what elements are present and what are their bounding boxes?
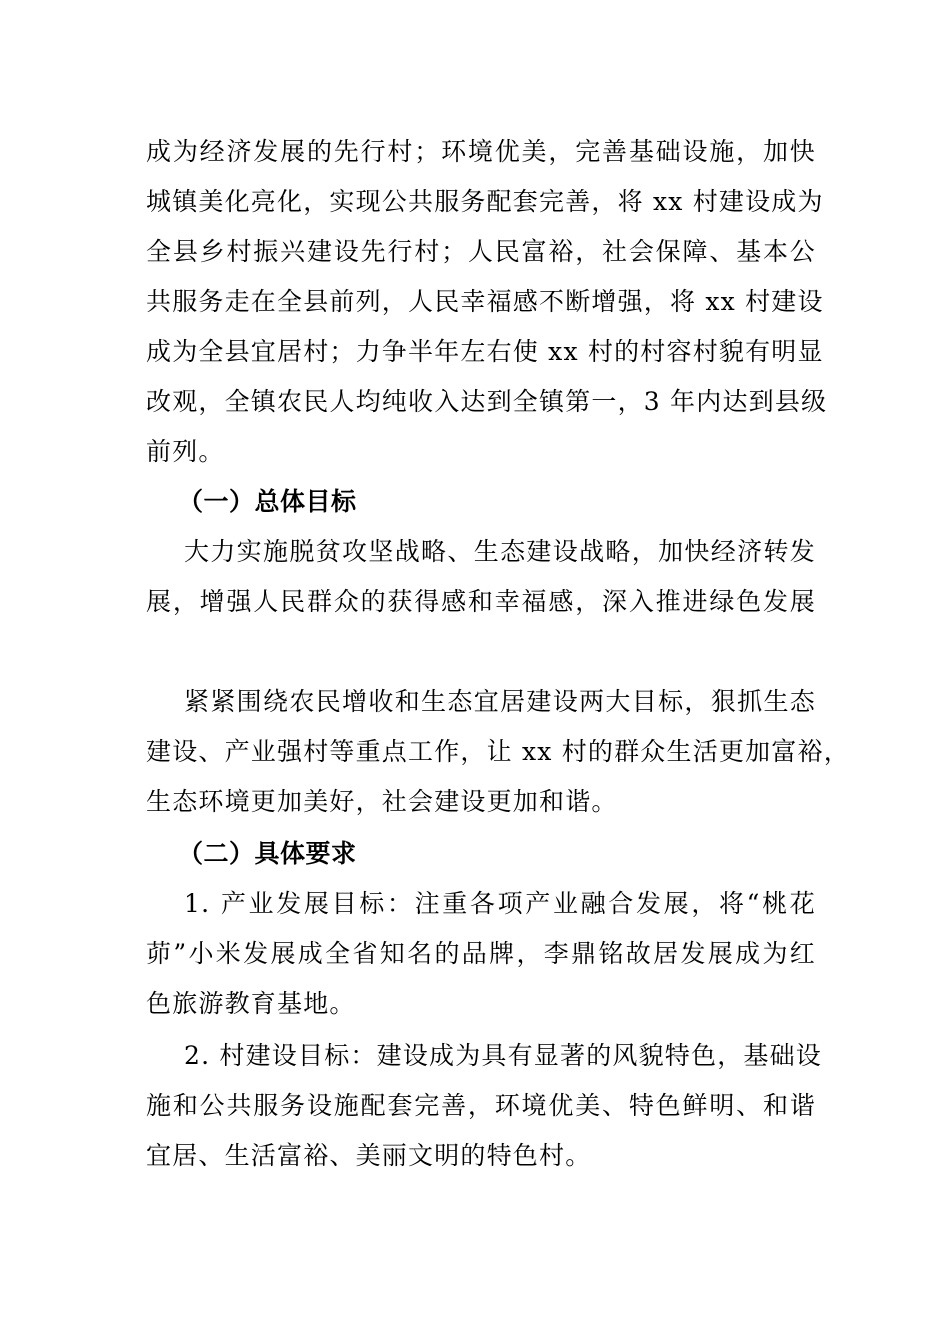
section-heading-specific-requirements: （二）具体要求 [178, 839, 357, 868]
paragraph-line: 城镇美化亮化，实现公共服务配套完善，将 xx 村建设成为 [146, 187, 824, 216]
paragraph-line: 色旅游教育基地。 [146, 989, 356, 1018]
paragraph-line: 大力实施脱贫攻坚战略、生态建设战略，加快经济转发 [184, 537, 816, 566]
paragraph-line: 宜居、生活富裕、美丽文明的特色村。 [146, 1141, 592, 1170]
paragraph-line: 共服务走在全县前列，人民幸福感不断增强，将 xx 村建设 [146, 287, 824, 316]
paragraph-line: 茆”小米发展成全省知名的品牌，李鼎铭故居发展成为红 [146, 939, 816, 968]
paragraph-line: 前列。 [146, 437, 225, 466]
paragraph-line: 2. 村建设目标：建设成为具有显著的风貌特色，基础设 [184, 1041, 823, 1070]
paragraph-line: 生态环境更加美好，社会建设更加和谐。 [146, 787, 618, 816]
paragraph-line: 1. 产业发展目标：注重各项产业融合发展，将“桃花 [184, 889, 816, 918]
section-heading-overall-goal: （一）总体目标 [178, 487, 357, 516]
paragraph-line: 改观，全镇农民人均纯收入达到全镇第一，3 年内达到县级 [146, 387, 828, 416]
paragraph-line: 展，增强人民群众的获得感和幸福感，深入推进绿色发展 [146, 587, 816, 616]
paragraph-line: 成为经济发展的先行村；环境优美，完善基础设施，加快 [146, 137, 816, 166]
paragraph-line: 施和公共服务设施配套完善，环境优美、特色鲜明、和谐 [146, 1091, 816, 1120]
paragraph-line: 建设、产业强村等重点工作，让 xx 村的群众生活更加富裕， [146, 737, 850, 766]
paragraph-line: 成为全县宜居村；力争半年左右使 xx 村的村容村貌有明显 [146, 337, 824, 366]
paragraph-line: 紧紧围绕农民增收和生态宜居建设两大目标，狠抓生态 [184, 687, 816, 716]
paragraph-line: 全县乡村振兴建设先行村；人民富裕，社会保障、基本公 [146, 237, 816, 266]
